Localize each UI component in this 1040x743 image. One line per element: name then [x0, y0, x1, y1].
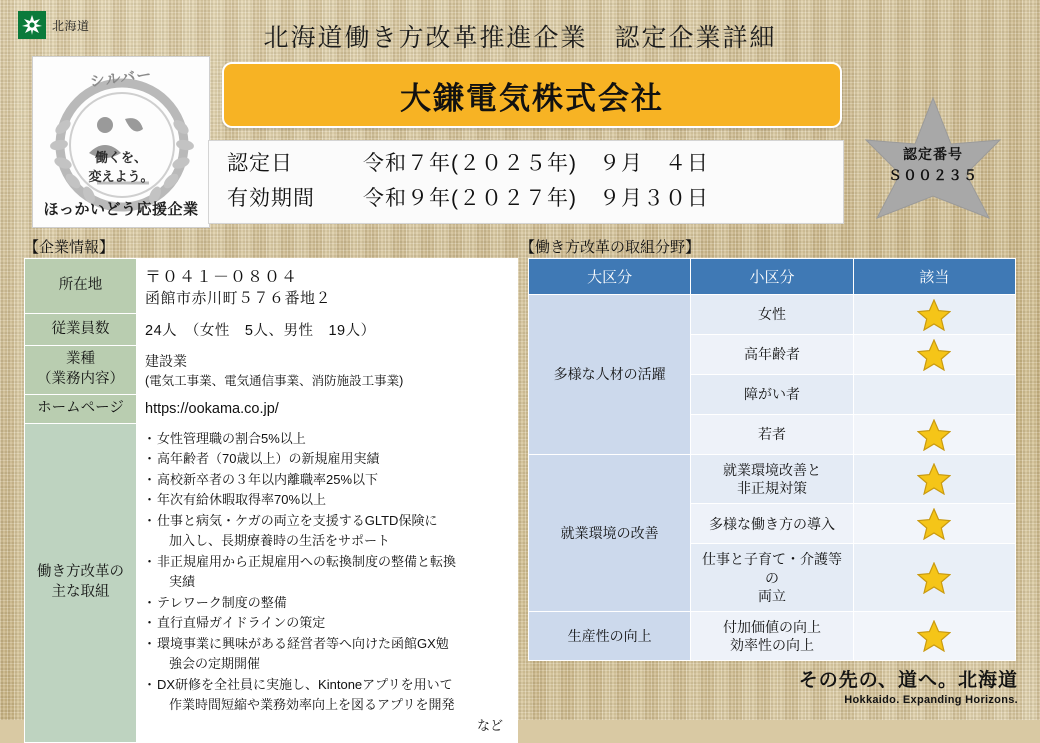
certification-number-text [848, 144, 1018, 186]
row-label-industry-line2: （業務内容） [37, 371, 124, 387]
list-item: ・ 高校新卒者の３年以内離職率25%以下 [145, 470, 509, 491]
hokkaido-tagline [799, 665, 1018, 706]
emblem-slogan-line1: 働くを、 [94, 150, 148, 165]
minor-category-youth: 若者 [691, 415, 853, 455]
table-row-homepage [25, 395, 518, 424]
minor-line1: 就業環境改善と [722, 462, 821, 478]
table-row-employees [25, 314, 518, 346]
table-row-efforts [25, 423, 518, 742]
major-category-diverse-talent: 多様な人材の活躍 [529, 295, 691, 455]
minor-line1: 付加価値の向上 [722, 618, 821, 635]
emblem-slogan [88, 149, 153, 187]
reform-fields-table [528, 258, 1016, 661]
star-icon [917, 620, 951, 652]
row-value-address [137, 259, 518, 314]
list-item: ・ 環境事業に興味がある経営者等へ向けた函館GX勉 [145, 634, 509, 655]
row-value-homepage[interactable]: https://ookama.co.jp/ [137, 395, 518, 424]
efforts-suffix: など [476, 718, 503, 733]
minor-category-childcare-balance [691, 544, 853, 612]
list-item: ・ 女性管理職の割合5%以上 [145, 429, 509, 450]
minor-category-value-efficiency [691, 611, 853, 660]
list-item: 実績 [169, 574, 196, 590]
minor-line1: 仕事と子育て・介護等の [701, 551, 842, 586]
tagline-english: Hokkaido. Expanding Horizons. [844, 694, 1018, 706]
address-street: 函館市赤川町５７６番地２ [145, 290, 332, 307]
minor-category-women: 女性 [691, 295, 853, 335]
list-item: ・ 仕事と病気・ケガの両立を支援するGLTD保険に [145, 511, 509, 532]
company-info-table [24, 258, 518, 743]
row-label-efforts [25, 423, 137, 742]
page-title: 北海道働き方改革推進企業 認定企業詳細 [263, 24, 777, 52]
star-icon [917, 463, 951, 495]
certification-number-label: 認定番号 [903, 146, 963, 162]
row-label-address: 所在地 [25, 259, 137, 314]
column-header-hit: 該当 [853, 259, 1015, 295]
row-label-efforts-line1: 働き方改革の [37, 563, 124, 580]
row-label-efforts-line2: 主な取組 [51, 583, 110, 600]
validity-period-row [227, 182, 831, 217]
table-row-address [25, 259, 518, 314]
list-item: ・ 高年齢者（70歳以上）の新規雇用実績 [145, 449, 509, 470]
column-header-major: 大区分 [529, 259, 691, 295]
hit-cell-disabled [853, 375, 1015, 415]
list-item: ・ 年次有給休暇取得率70%以上 [145, 490, 509, 511]
industry-main: 建設業 [145, 353, 187, 369]
minor-category-elderly: 高年齢者 [691, 335, 853, 375]
table-row [529, 611, 1016, 660]
row-label-industry-line1: 業種 [66, 351, 95, 368]
reform-fields-heading: 【働き方改革の取組分野】 [520, 239, 701, 256]
emblem-support-label: ほっかいどう応援企業 [43, 201, 199, 218]
company-name-banner [222, 62, 842, 128]
list-item: 加入し、長期療養時の生活をサポート [169, 533, 391, 549]
major-category-work-environment: 就業環境の改善 [529, 455, 691, 612]
row-value-employees: 24人 （女性 5人、男性 19人） [137, 314, 518, 346]
minor-category-flexible-work: 多様な働き方の導入 [691, 504, 853, 544]
row-label-industry [25, 346, 137, 395]
star-icon [917, 299, 951, 331]
star-icon [917, 508, 951, 540]
tagline-japanese: その先の、道へ。北海道 [798, 670, 1018, 691]
certification-date-value: 令和７年(２０２５年) ９月 ４日 [363, 152, 709, 175]
minor-line2: 効率性の向上 [729, 637, 814, 654]
silver-certification-emblem [32, 56, 210, 228]
list-item: 作業時間短縮や業務効率向上を図るアプリを開発 [169, 697, 455, 713]
hit-cell-flexible-work [853, 504, 1015, 544]
star-icon [917, 339, 951, 371]
hit-cell-youth [853, 415, 1015, 455]
column-header-minor: 小区分 [691, 259, 853, 295]
table-header-row [529, 259, 1016, 295]
table-row [529, 455, 1016, 504]
company-info-heading: 【企業情報】 [24, 239, 115, 256]
row-value-industry [137, 346, 518, 395]
certification-date-label: 認定日 [227, 152, 293, 175]
major-category-productivity: 生産性の向上 [529, 611, 691, 660]
validity-period-label: 有効期間 [227, 187, 315, 210]
minor-category-env-improvement [691, 455, 853, 504]
efforts-list [145, 429, 509, 737]
list-item: ・ 直行直帰ガイドラインの策定 [145, 613, 509, 634]
hit-cell-elderly [853, 335, 1015, 375]
certification-date-row [227, 147, 831, 182]
list-item: ・ テレワーク制度の整備 [145, 593, 509, 614]
star-icon [917, 419, 951, 451]
minor-line2: 両立 [757, 587, 786, 604]
address-postal: 〒０４１－０８０４ [145, 269, 299, 286]
row-label-homepage: ホームページ [25, 395, 137, 424]
company-name: 大鎌電気株式会社 [400, 80, 664, 116]
star-icon [917, 562, 951, 594]
hit-cell-env-improvement [853, 455, 1015, 504]
certification-number-star [848, 96, 1018, 236]
certification-number-value: Ｓ００２３５ [888, 167, 978, 183]
hit-cell-value-efficiency [853, 611, 1015, 660]
hokkaido-logo-label: 北海道 [52, 18, 90, 33]
table-row-industry [25, 346, 518, 395]
minor-line2: 非正規対策 [736, 480, 807, 497]
row-label-employees: 従業員数 [25, 314, 137, 346]
certification-dates-box [208, 140, 844, 224]
list-item: 強会の定期開催 [169, 656, 261, 672]
emblem-rank-label: シルバー [89, 66, 154, 91]
list-item: ・ DX研修を全社員に実施し、Kintoneアプリを用いて [145, 675, 509, 696]
table-row [529, 295, 1016, 335]
emblem-slogan-line2: 変えよう。 [88, 168, 154, 184]
hit-cell-childcare-balance [853, 544, 1015, 612]
row-value-efforts [137, 423, 518, 742]
industry-detail: (電気工事業、電気通信事業、消防施設工事業) [145, 374, 404, 388]
hit-cell-women [853, 295, 1015, 335]
list-item: ・ 非正規雇用から正規雇用への転換制度の整備と転換 [145, 552, 509, 573]
minor-category-disabled: 障がい者 [691, 375, 853, 415]
validity-period-value: 令和９年(２０２７年) ９月３０日 [363, 187, 709, 210]
